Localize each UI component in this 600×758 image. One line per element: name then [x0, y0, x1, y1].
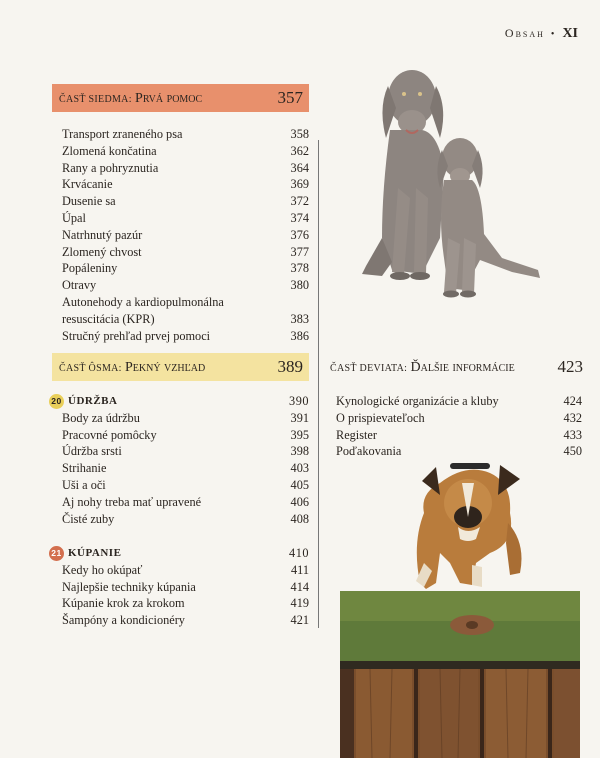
- toc-entry[interactable]: [62, 126, 309, 143]
- toc-entry-title: Register: [336, 427, 377, 442]
- chapter-twenty-header[interactable]: [51, 393, 309, 410]
- part-eight-title: [59, 359, 205, 376]
- toc-entry-page: 405: [290, 477, 309, 492]
- toc-entry-title: Popáleniny: [62, 261, 118, 276]
- running-head-page: XI: [562, 26, 578, 41]
- weimaraner-dogs-photo: [352, 38, 552, 306]
- toc-entry[interactable]: [62, 210, 309, 227]
- toc-entry[interactable]: [62, 193, 309, 210]
- toc-entry-title: Transport zraneného psa: [62, 127, 183, 141]
- toc-entry-title: Natrhnutý pazúr: [62, 227, 143, 242]
- chapter-twentyone-header[interactable]: [51, 545, 309, 562]
- toc-entry-page: 419: [290, 596, 309, 611]
- toc-entry-page: 364: [290, 160, 309, 175]
- chapter-number-badge: 20: [49, 394, 64, 409]
- chapter-number-badge: 21: [49, 546, 64, 561]
- toc-entry[interactable]: [62, 143, 309, 160]
- toc-entry-page: 391: [290, 410, 309, 425]
- part-seven-page: 357: [277, 88, 303, 107]
- toc-entry-page: 408: [290, 511, 309, 526]
- toc-entry[interactable]: [62, 427, 309, 444]
- chapter-page: 390: [289, 394, 309, 408]
- part-nine-name: Ďalšie informácie: [410, 359, 515, 375]
- toc-entry[interactable]: [62, 294, 309, 328]
- toc-entry-page: 395: [290, 427, 309, 442]
- toc-entry-page: 432: [563, 410, 582, 425]
- toc-entry-page: 424: [563, 394, 582, 408]
- toc-entry-title: Najlepšie techniky kúpania: [62, 579, 196, 594]
- part-seven-header[interactable]: [52, 84, 309, 112]
- chapter-twentyone-entries: [51, 545, 309, 629]
- toc-entry-title: Kúpanie krok za krokom: [62, 596, 185, 611]
- toc-entry-page: 403: [290, 461, 309, 476]
- toc-entry[interactable]: [62, 443, 309, 460]
- part-seven-name: Prvá pomoc: [135, 90, 203, 106]
- toc-entry[interactable]: [62, 160, 309, 177]
- toc-entry-title: Šampóny a kondicionéry: [62, 613, 185, 628]
- part-eight-page: 389: [277, 357, 303, 376]
- toc-entry-title: Strihanie: [62, 461, 107, 476]
- toc-entry-page: 383: [290, 311, 309, 326]
- toc-entry[interactable]: [62, 511, 309, 528]
- running-head-label: Obsah: [504, 26, 545, 40]
- part-eight-name: Pekný vzhľad: [125, 359, 206, 375]
- toc-entry-page: 358: [290, 127, 309, 141]
- toc-entry-page: 376: [290, 227, 309, 242]
- boxer-fence-photo: [340, 443, 580, 758]
- toc-entry[interactable]: [62, 562, 309, 579]
- chapter-title: KÚPANIE: [68, 547, 122, 559]
- part-seven-entries: [62, 126, 309, 344]
- toc-entry-page: 406: [290, 494, 309, 509]
- toc-entry-title: O prispievateľoch: [336, 410, 425, 425]
- toc-entry[interactable]: [336, 393, 582, 410]
- toc-entry-title: Poďakovania: [336, 444, 402, 459]
- toc-entry-page: 369: [290, 177, 309, 192]
- toc-entry-page: 374: [290, 210, 309, 225]
- toc-entry-page: 386: [290, 328, 309, 343]
- toc-entry-page: 411: [291, 562, 309, 577]
- toc-entry-title: Dusenie sa: [62, 194, 116, 209]
- toc-entry-title: Krvácanie: [62, 177, 113, 192]
- toc-entry-page: 380: [290, 278, 309, 293]
- toc-entry[interactable]: [62, 460, 309, 477]
- toc-entry-title: Zlomený chvost: [62, 244, 142, 259]
- toc-entry-page: 414: [290, 579, 309, 594]
- toc-entry[interactable]: [62, 579, 309, 596]
- toc-entry-page: 362: [290, 143, 309, 158]
- toc-entry-title: Pracovné pomôcky: [62, 427, 157, 442]
- toc-entry-page: 450: [563, 444, 582, 459]
- chapter-page: 410: [289, 546, 309, 560]
- toc-entry[interactable]: [62, 410, 309, 427]
- toc-entry-title: Otravy: [62, 278, 97, 293]
- toc-entry-page: 377: [290, 244, 309, 259]
- running-head-separator: •: [550, 29, 557, 40]
- toc-entry-title: Stručný prehľad prvej pomoci: [62, 328, 211, 343]
- toc-entry-page: 421: [290, 613, 309, 628]
- toc-entry-title: Kynologické organizácie a kluby: [336, 394, 499, 408]
- toc-entry[interactable]: [336, 410, 582, 427]
- toc-entry-title: Aj nohy treba mať upravené: [62, 494, 202, 509]
- part-seven-title: [59, 90, 202, 107]
- toc-entry[interactable]: [62, 595, 309, 612]
- toc-entry-title: Zlomená končatina: [62, 143, 157, 158]
- part-eight-prefix: ČASŤ ÔSMA:: [59, 362, 122, 374]
- toc-entry-page: 433: [563, 427, 582, 442]
- toc-entry[interactable]: [62, 494, 309, 511]
- part-eight-header[interactable]: [52, 353, 309, 381]
- toc-entry-title: Úpal: [62, 210, 86, 225]
- toc-entry[interactable]: [62, 227, 309, 244]
- toc-entry[interactable]: [336, 427, 582, 444]
- toc-entry-page: 372: [290, 194, 309, 209]
- toc-entry-title: Autonehody a kardiopulmonálna resuscitácia (KPR): [62, 294, 224, 326]
- toc-entry[interactable]: [62, 477, 309, 494]
- column-divider: [318, 140, 319, 628]
- part-nine-header[interactable]: [323, 353, 585, 381]
- part-nine-title: [330, 359, 515, 376]
- part-nine-page: 423: [557, 357, 583, 376]
- toc-entry-title: Uši a oči: [62, 477, 106, 492]
- toc-entry[interactable]: [62, 176, 309, 193]
- toc-entry-title: Údržba srsti: [62, 444, 122, 459]
- part-seven-prefix: ČASŤ SIEDMA:: [59, 93, 132, 105]
- toc-entry[interactable]: [62, 244, 309, 261]
- toc-entry-title: Body za údržbu: [62, 410, 140, 425]
- part-nine-prefix: ČASŤ DEVIATA:: [330, 362, 408, 374]
- toc-entry-page: 398: [290, 444, 309, 459]
- toc-entry[interactable]: [62, 277, 309, 294]
- chapter-title: ÚDRŽBA: [68, 395, 118, 407]
- toc-entry[interactable]: [62, 328, 309, 345]
- toc-entry[interactable]: [62, 612, 309, 629]
- toc-entry-title: Kedy ho okúpať: [62, 562, 143, 577]
- chapter-twenty-entries: [51, 393, 309, 527]
- toc-entry-title: Čisté zuby: [62, 511, 115, 526]
- toc-entry-title: Rany a pohryznutia: [62, 160, 159, 175]
- toc-entry-page: 378: [290, 261, 309, 276]
- toc-entry[interactable]: [62, 260, 309, 277]
